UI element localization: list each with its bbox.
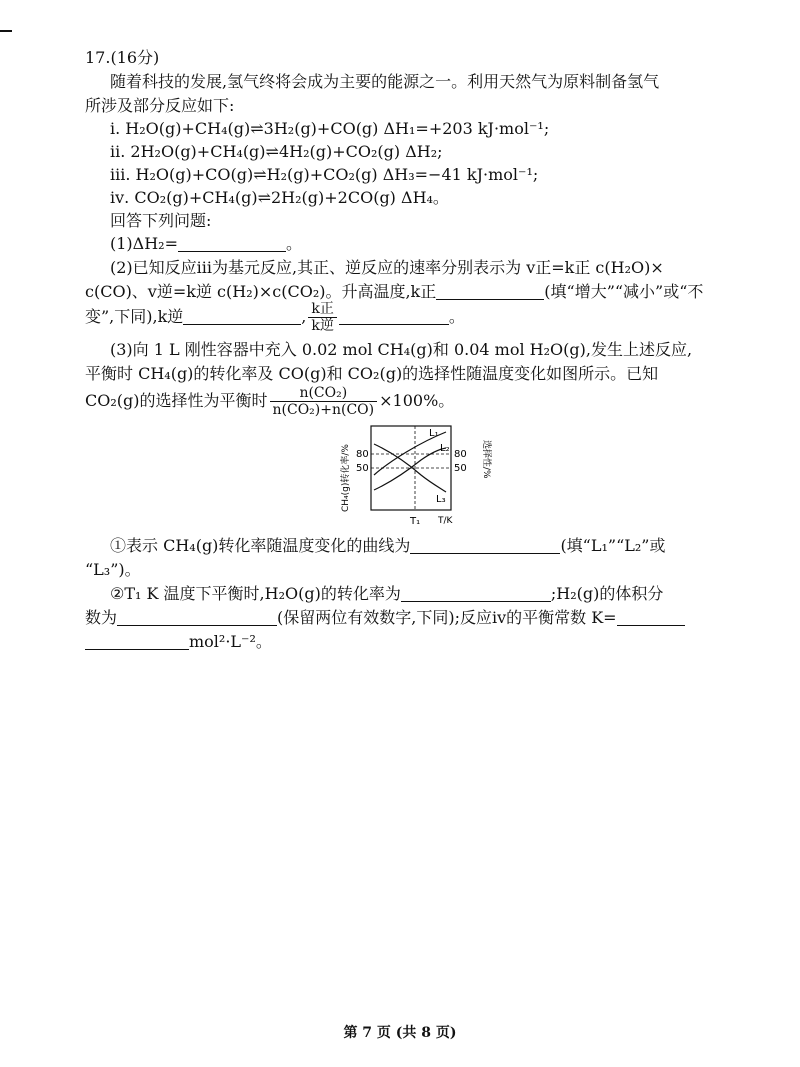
answer-blank-k-part-2[interactable] [85,633,189,650]
question-number: 17.(16分) [85,48,160,67]
part-2-text-a: c(CO)、v逆=k逆 c(H₂)×c(CO₂)。升高温度,k正 [85,282,437,301]
intro-line-1: 随着科技的发展,氢气终将会成为主要的能源之一。利用天然气为原料制备氢气 [110,72,660,91]
answer-blank-k-ratio[interactable] [339,308,449,325]
sub-1-text-b: (填“L₁”“L₂”或 [560,536,666,555]
k-ratio-fraction [308,301,336,334]
part-2-text-b: (填“增大”“减小”或“不 [544,282,704,301]
prompt: 回答下列问题: [110,211,212,230]
sub-2-text-a: ②T₁ K 温度下平衡时,H₂O(g)的转化率为 [110,584,401,603]
sub-2-line-3 [85,630,272,654]
answer-blank-k-part-1[interactable] [617,609,685,626]
left-axis-label: CH₄(g)转化率/% [341,444,351,512]
part-3-text-a: CO₂(g)的选择性为平衡时 [85,391,268,410]
selectivity-numerator: n(CO₂) [270,385,378,402]
part-3-line-1: (3)向 1 L 刚性容器中充入 0.02 mol CH₄(g)和 0.04 mol H₂O(g),发生上述反应, [110,340,693,359]
selectivity-fraction [270,385,378,418]
sub-2-text-e: mol²·L⁻²。 [189,632,272,651]
part-3-line-3 [85,383,454,419]
scan-edge-mark [0,30,12,32]
sub-2-line-2 [85,606,685,630]
answer-blank-k-forward[interactable] [436,283,544,300]
part-1 [110,232,302,256]
reaction-4: ⅳ. CO₂(g)+CH₄(g)⇌2H₂(g)+2CO(g) ΔH₄。 [110,188,449,207]
k-ratio-numerator: k正 [308,301,336,318]
answer-blank-h2-fraction[interactable] [117,609,277,626]
part-2-comma: , [301,307,307,326]
sub-1-line-2: “L₃”)。 [85,560,141,579]
page-footer: 第 7 页 (共 8 页) [343,1025,457,1041]
curve-l2 [374,448,446,490]
part-2-line-3 [85,300,465,334]
selectivity-denominator: n(CO₂)+n(CO) [272,402,375,418]
right-axis-label: 选择性/% [481,440,491,479]
t1-label: T₁ [410,516,421,527]
answer-blank-k-reverse[interactable] [183,308,301,325]
right-tick-80: 80 [454,449,467,460]
answer-blank-dh2[interactable] [178,235,286,252]
sub-2-text-d: (保留两位有效数字,下同);反应ⅳ的平衡常数 K= [277,608,617,627]
k-ratio-denominator: k逆 [311,318,334,334]
sub-question-2 [110,582,663,606]
reaction-2: ⅱ. 2H₂O(g)+CH₄(g)⇌4H₂(g)+CO₂(g) ΔH₂; [110,142,443,161]
label-l2: L₂ [440,443,450,454]
answer-blank-h2o-conversion[interactable] [401,585,551,602]
part-2-line-1: (2)已知反应ⅲ为基元反应,其正、逆反应的速率分别表示为 v正=k正 c(H₂O)× [110,258,664,277]
conversion-selectivity-figure [336,420,506,532]
sub-1-text-a: ①表示 CH₄(g)转化率随温度变化的曲线为 [110,536,411,555]
sub-2-text-b: ;H₂(g)的体积分 [550,584,664,603]
part-1-label: (1)ΔH₂= [110,234,178,253]
reaction-1: ⅰ. H₂O(g)+CH₄(g)⇌3H₂(g)+CO(g) ΔH₁=+203 kJ·mol⁻¹; [110,119,550,138]
right-tick-50: 50 [454,463,467,474]
answer-blank-curve[interactable] [410,537,560,554]
part-2-text-c: 变”,下同),k逆 [85,307,184,326]
part-3-text-b: ×100%。 [379,391,455,410]
x-axis-label: T/K [438,516,453,526]
label-l1: L₁ [429,428,439,439]
sub-question-1 [110,534,665,558]
label-l3: L₃ [436,494,446,505]
sub-2-text-c: 数为 [85,608,118,627]
intro-line-2: 所涉及部分反应如下: [85,96,235,115]
left-tick-80: 80 [356,449,369,460]
part-3-line-2: 平衡时 CH₄(g)的转化率及 CO(g)和 CO₂(g)的选择性随温度变化如图所示。已知 [85,364,659,383]
part-2-end: 。 [448,307,465,326]
left-tick-50: 50 [356,463,369,474]
part-1-end: 。 [286,234,303,253]
reaction-3: ⅲ. H₂O(g)+CO(g)⇌H₂(g)+CO₂(g) ΔH₃=−41 kJ·mol⁻¹; [110,165,539,184]
